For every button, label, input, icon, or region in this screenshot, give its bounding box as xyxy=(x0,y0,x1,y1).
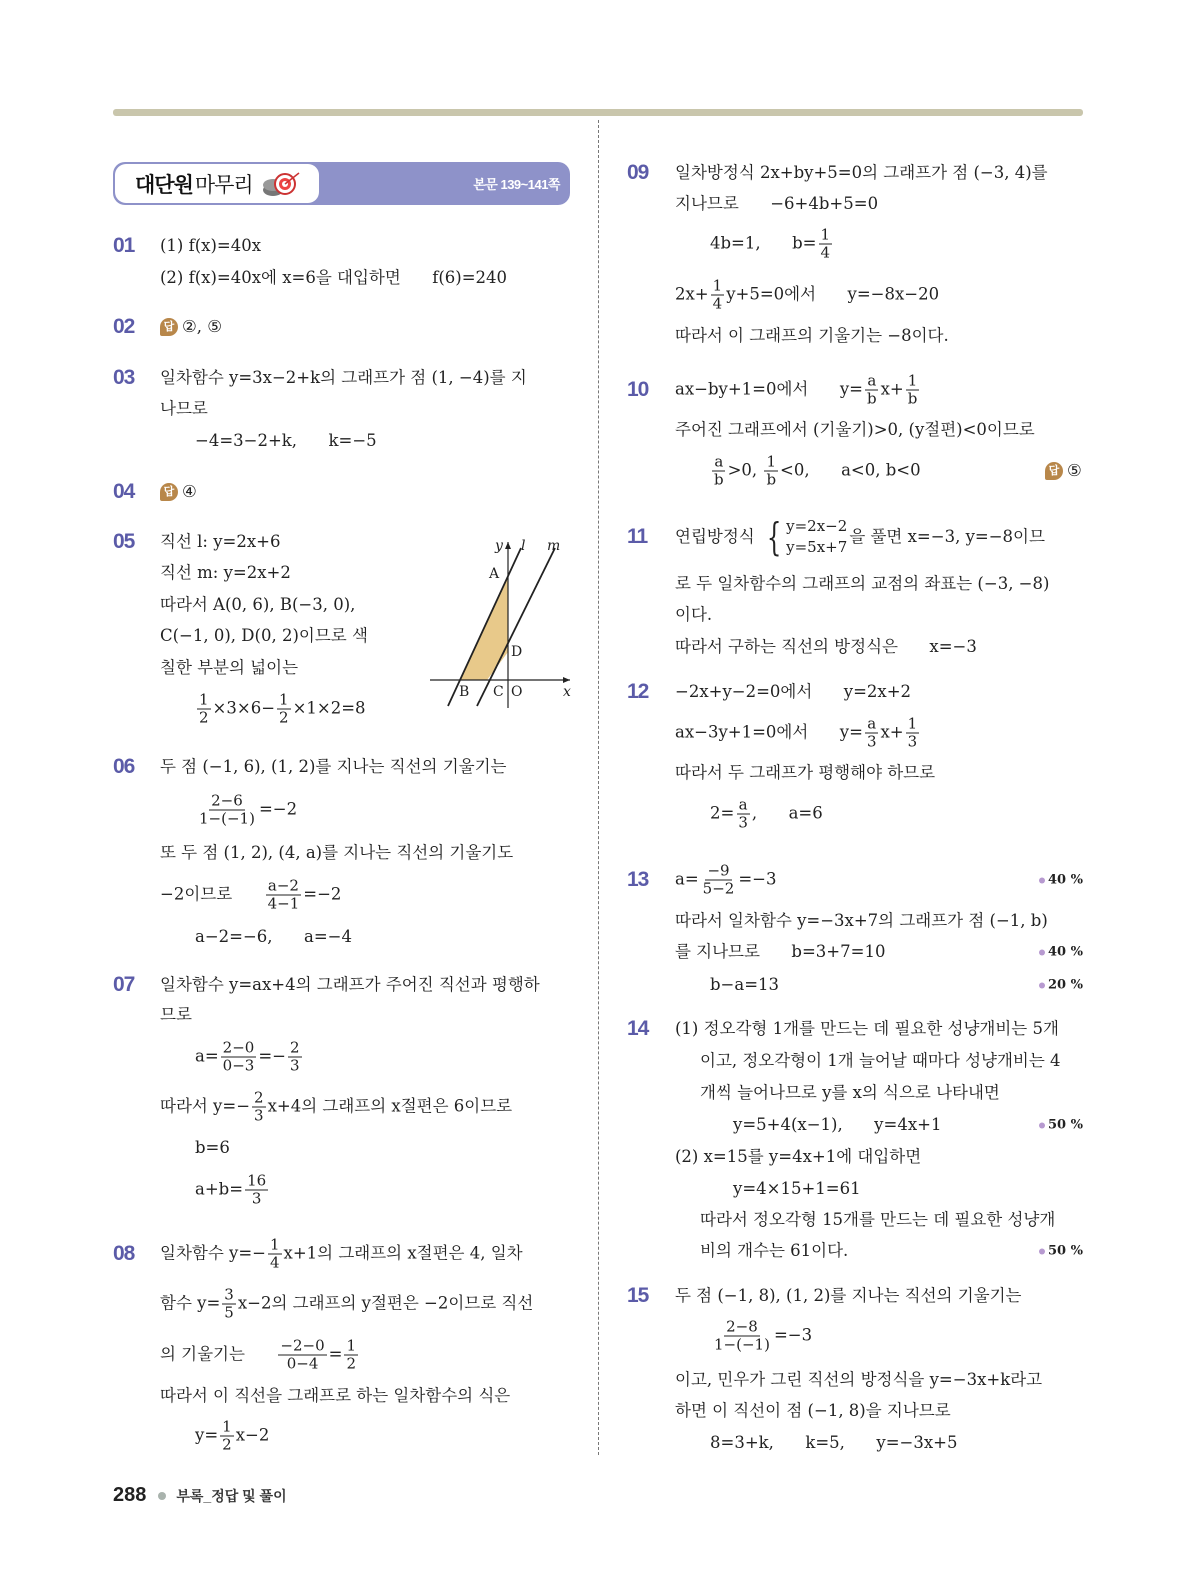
section-title-rest: 마무리 xyxy=(194,173,253,197)
numerator: 1 xyxy=(346,1336,357,1355)
math-text: 의 기울기는 xyxy=(160,1344,277,1364)
solution-line xyxy=(195,1171,270,1208)
fraction xyxy=(220,1417,234,1454)
solution-line xyxy=(733,1114,942,1134)
math-text: b−a=13 xyxy=(710,974,780,994)
numerator: 1 xyxy=(222,1417,232,1436)
numerator: a xyxy=(867,714,877,733)
equation-system xyxy=(762,515,848,559)
math-text: =−2 xyxy=(258,799,298,819)
solution-line xyxy=(675,1285,1022,1305)
math-text: C(−1, 0), D(0, 2)이므로 색 xyxy=(160,625,368,645)
solution-line xyxy=(160,1004,192,1024)
numerator: 1 xyxy=(820,225,831,244)
denominator: 2 xyxy=(222,1435,232,1454)
solution-line xyxy=(675,1400,951,1420)
numerator: 2−0 xyxy=(222,1038,255,1057)
fraction xyxy=(344,1336,358,1373)
math-text: 따라서 일차함수 y=−3x+7의 그래프가 점 (−1, b) xyxy=(675,910,1048,930)
solution-line xyxy=(675,604,713,624)
math-text: y+5=0에서 y=−8x−20 xyxy=(726,284,940,304)
math-text: ②, ⑤ xyxy=(182,316,223,336)
denominator: 3 xyxy=(289,1056,300,1075)
solution-line xyxy=(675,910,1048,930)
math-text: 따라서 이 그래프의 기울기는 −8이다. xyxy=(675,325,949,345)
math-text: 직선 m: y=2x+2 xyxy=(160,562,291,582)
math-text: a= xyxy=(195,1046,219,1066)
solution-line xyxy=(675,861,777,898)
solution-line xyxy=(675,1146,922,1166)
math-text: x+ xyxy=(880,379,904,399)
label-x: x xyxy=(563,684,571,700)
solution-line xyxy=(710,795,823,832)
math-text: 따라서 A(0, 6), B(−3, 0), xyxy=(160,594,356,614)
solution-line xyxy=(160,235,262,255)
problem-number: 01 xyxy=(113,234,135,257)
score-percent: 40 % xyxy=(1048,872,1083,888)
column-divider xyxy=(598,120,599,1455)
fraction xyxy=(268,1235,282,1272)
problem-number: 03 xyxy=(113,366,135,389)
fraction xyxy=(736,795,750,832)
denominator: b xyxy=(714,470,724,489)
solution-line xyxy=(675,193,879,213)
math-text: 일차방정식 2x+by+5=0의 그래프가 점 (−3, 4)를 xyxy=(675,162,1048,182)
score-weight xyxy=(1039,978,1083,993)
fraction xyxy=(906,371,920,408)
fraction xyxy=(819,225,833,262)
denominator: 2 xyxy=(199,708,209,727)
score-percent: 20 % xyxy=(1048,977,1083,993)
line-graph-figure xyxy=(425,530,575,710)
numerator: a xyxy=(714,452,724,471)
numerator: a xyxy=(867,371,877,390)
math-text: 일차함수 y=3x−2+k의 그래프가 점 (1, −4)를 지 xyxy=(160,367,527,387)
label-C: C xyxy=(493,684,504,700)
final-answer xyxy=(1045,462,1082,480)
score-percent: 40 % xyxy=(1048,944,1083,960)
numerator: a−2 xyxy=(267,876,299,895)
math-text: ax−by+1=0에서 y= xyxy=(675,379,863,399)
answer-value: ⑤ xyxy=(1067,460,1082,480)
fraction xyxy=(712,1317,772,1354)
math-text: 따라서 y=− xyxy=(160,1096,251,1116)
math-text: 이고, 민우가 그린 직선의 방정식을 y=−3x+k라고 xyxy=(675,1369,1043,1389)
footer-text: 부록_정답 및 풀이 xyxy=(176,1487,287,1504)
solution-line xyxy=(710,452,921,489)
bullet-dot-icon xyxy=(1039,949,1045,955)
solution-line xyxy=(160,1088,513,1125)
section-header xyxy=(113,162,570,205)
denominator: b xyxy=(907,389,918,408)
math-text: 2x+ xyxy=(675,284,709,304)
page-footer xyxy=(113,1484,287,1507)
equation: y=2x−2 xyxy=(786,517,848,535)
math-text: −2x+y−2=0에서 y=2x+2 xyxy=(675,681,912,701)
answer-badge-icon: 답 xyxy=(160,483,178,501)
numerator: −2−0 xyxy=(280,1336,325,1355)
math-text: >0, xyxy=(727,460,763,480)
math-text: (2) f(x)=40x에 x=6을 대입하면 f(6)=240 xyxy=(160,267,508,287)
bullet-dot-icon xyxy=(1039,1248,1045,1254)
math-text: −4=3−2+k, k=−5 xyxy=(195,430,377,450)
score-weight xyxy=(1039,873,1083,888)
solution-line xyxy=(160,842,514,862)
problem-number: 07 xyxy=(113,973,135,996)
solution-line xyxy=(160,1285,534,1322)
math-text: 을 풀면 x=−3, y=−8이므 xyxy=(849,526,1045,546)
solution-line xyxy=(675,714,921,751)
answer-badge-icon: 답 xyxy=(160,318,178,336)
math-text: x−2의 그래프의 y절편은 −2이므로 직선 xyxy=(237,1293,534,1313)
solution-line xyxy=(675,419,1035,439)
denominator: 2 xyxy=(279,708,289,727)
numerator: 1 xyxy=(766,452,777,471)
math-text: 일차함수 y=ax+4의 그래프가 주어진 직선과 평행하 xyxy=(160,974,540,994)
solution-line xyxy=(700,1209,1056,1229)
solution-line xyxy=(160,483,197,501)
math-text: , a=6 xyxy=(751,803,823,823)
solution-line xyxy=(160,318,222,336)
footer-dot xyxy=(158,1492,166,1500)
math-text: ×3×6− xyxy=(212,698,276,718)
line-l xyxy=(448,548,521,706)
denominator: 3 xyxy=(907,732,918,751)
solution-line xyxy=(710,1317,813,1354)
solution-line xyxy=(160,1336,360,1373)
solution-line xyxy=(160,756,507,776)
numerator: −9 xyxy=(707,861,730,880)
math-text: 또 두 점 (1, 2), (4, a)를 지나는 직선의 기울기도 xyxy=(160,842,514,862)
solution-line xyxy=(160,367,527,387)
numerator: 1 xyxy=(907,714,918,733)
denominator: 4 xyxy=(269,1253,280,1272)
score-weight xyxy=(1039,1244,1083,1259)
solution-line xyxy=(700,1050,1061,1070)
problem-number: 15 xyxy=(627,1284,649,1307)
numerator: 3 xyxy=(224,1285,234,1304)
denominator: 2 xyxy=(346,1354,357,1373)
solution-line xyxy=(675,162,1048,182)
solution-line xyxy=(675,941,886,961)
math-text: 직선 l: y=2x+6 xyxy=(160,531,281,551)
numerator: 1 xyxy=(199,690,209,709)
label-A: A xyxy=(489,566,500,582)
solution-line xyxy=(160,876,342,913)
fraction xyxy=(764,452,778,489)
math-text: 함수 y= xyxy=(160,1293,221,1313)
numerator: 1 xyxy=(279,690,289,709)
denominator: 1−(−1) xyxy=(714,1335,770,1354)
solution-line xyxy=(160,398,208,418)
math-text: <0, a<0, b<0 xyxy=(780,460,921,480)
math-text: y= xyxy=(195,1425,219,1445)
solution-line xyxy=(160,267,508,287)
math-text: (1) 정오각형 1개를 만드는 데 필요한 성냥개비는 5개 xyxy=(675,1018,1059,1038)
solution-line xyxy=(160,594,356,614)
problem-number: 14 xyxy=(627,1017,649,1040)
fraction xyxy=(278,1336,326,1373)
fraction xyxy=(266,876,302,913)
solution-line xyxy=(195,1137,230,1157)
solution-line xyxy=(195,1038,304,1075)
solution-line xyxy=(710,974,780,994)
solution-line xyxy=(733,1178,861,1198)
math-text: 4b=1, b= xyxy=(710,233,817,253)
fraction xyxy=(245,1171,268,1208)
solution-line xyxy=(160,657,299,677)
denominator: 5 xyxy=(224,1303,234,1322)
math-text: 일차함수 y=− xyxy=(160,1243,266,1263)
math-text: = xyxy=(328,1344,343,1364)
brace-icon: { xyxy=(766,515,782,559)
fraction xyxy=(252,1088,266,1125)
section-title xyxy=(115,164,319,203)
solution-line xyxy=(195,430,377,450)
problem-number: 12 xyxy=(627,680,649,703)
bullet-dot-icon xyxy=(1039,982,1045,988)
math-text: (2) x=15를 y=4x+1에 대입하면 xyxy=(675,1146,922,1166)
math-text: 나므로 xyxy=(160,398,208,418)
math-text: =−2 xyxy=(303,884,342,904)
bullet-dot-icon xyxy=(1039,877,1045,883)
math-text: a−2=−6, a=−4 xyxy=(195,926,353,946)
page-reference: 본문 139~141쪽 xyxy=(473,177,560,192)
solution-line xyxy=(675,1369,1043,1389)
denominator: 3 xyxy=(738,813,748,832)
fraction xyxy=(197,791,257,828)
solution-line xyxy=(675,515,1045,559)
numerator: 1 xyxy=(907,371,918,390)
score-percent: 50 % xyxy=(1048,1117,1083,1133)
math-text: b=6 xyxy=(195,1137,230,1157)
math-text: =−3 xyxy=(773,1325,813,1345)
solution-line xyxy=(195,791,298,828)
answer-badge-icon: 답 xyxy=(1045,462,1063,480)
numerator: 2−6 xyxy=(211,791,243,810)
math-text: 따라서 이 직선을 그래프로 하는 일차함수의 식은 xyxy=(160,1385,511,1405)
problem-number: 02 xyxy=(113,315,135,338)
denominator: 0−4 xyxy=(286,1354,319,1373)
score-percent: 50 % xyxy=(1048,1243,1083,1259)
problem-number: 04 xyxy=(113,480,135,503)
math-text: ×1×2=8 xyxy=(292,698,366,718)
fraction xyxy=(711,276,725,313)
solution-line xyxy=(675,636,977,656)
target-icon xyxy=(261,170,301,198)
problem-number: 10 xyxy=(627,378,649,401)
problem-number: 08 xyxy=(113,1242,135,1265)
label-O: O xyxy=(511,684,523,700)
math-text: x+4의 그래프의 x절편은 6이므로 xyxy=(267,1096,513,1116)
label-m: m xyxy=(547,538,561,554)
math-text: −2이므로 xyxy=(160,884,264,904)
solution-line xyxy=(160,531,281,551)
math-text: =−3 xyxy=(738,869,777,889)
fraction xyxy=(222,1285,236,1322)
bullet-dot-icon xyxy=(1039,1122,1045,1128)
denominator: b xyxy=(867,389,877,408)
math-text: 따라서 정오각형 15개를 만드는 데 필요한 성냥개 xyxy=(700,1209,1056,1229)
math-text: 8=3+k, k=5, y=−3x+5 xyxy=(710,1432,958,1452)
denominator: 0−3 xyxy=(222,1056,255,1075)
solution-line xyxy=(675,325,949,345)
problem-number: 09 xyxy=(627,161,649,184)
math-text: x−2 xyxy=(235,1425,270,1445)
solution-line xyxy=(710,1432,958,1452)
denominator: b xyxy=(766,470,777,489)
problem-number: 05 xyxy=(113,530,135,553)
problem-number: 13 xyxy=(627,868,649,891)
math-text: ax−3y+1=0에서 y= xyxy=(675,722,863,742)
denominator: 3 xyxy=(254,1106,264,1125)
solution-line xyxy=(675,1018,1059,1038)
page-number: 288 xyxy=(113,1484,147,1506)
math-text: 따라서 구하는 직선의 방정식은 x=−3 xyxy=(675,636,977,656)
math-text: 주어진 그래프에서 (기울기)>0, (y절편)<0이므로 xyxy=(675,419,1035,439)
problem-number: 11 xyxy=(627,525,648,548)
denominator: 4 xyxy=(712,294,723,313)
problem-number: 06 xyxy=(113,755,135,778)
solution-line xyxy=(160,1385,511,1405)
math-text: (1) f(x)=40x xyxy=(160,235,262,255)
section-title-bold: 대단원 xyxy=(135,173,193,197)
math-text: ④ xyxy=(182,481,197,501)
math-text: 연립방정식 xyxy=(675,526,760,546)
numerator: 1 xyxy=(269,1235,280,1254)
math-text: 두 점 (−1, 8), (1, 2)를 지나는 직선의 기울기는 xyxy=(675,1285,1022,1305)
fraction xyxy=(906,714,920,751)
solution-line xyxy=(675,573,1050,593)
solution-line xyxy=(160,974,540,994)
numerator: a xyxy=(738,795,748,814)
fraction xyxy=(712,452,726,489)
label-D: D xyxy=(511,644,523,660)
numerator: 2 xyxy=(254,1088,264,1107)
denominator: 3 xyxy=(866,732,877,751)
solution-line xyxy=(710,225,834,262)
math-text: 를 지나므로 b=3+7=10 xyxy=(675,941,886,961)
denominator: 4 xyxy=(820,243,831,262)
solution-line xyxy=(195,690,366,727)
math-text: y=4×15+1=61 xyxy=(733,1178,861,1198)
label-B: B xyxy=(459,684,470,700)
solution-line xyxy=(675,681,912,701)
solution-line xyxy=(700,1082,1000,1102)
solution-line xyxy=(675,276,940,313)
numerator: 2−8 xyxy=(726,1317,758,1336)
fraction xyxy=(865,714,879,751)
fraction xyxy=(701,861,737,898)
math-text: 두 점 (−1, 6), (1, 2)를 지나는 직선의 기울기는 xyxy=(160,756,507,776)
equation: y=5x+7 xyxy=(786,538,848,556)
equation-rows xyxy=(786,519,847,555)
denominator: 4−1 xyxy=(267,894,300,913)
fraction xyxy=(288,1038,302,1075)
math-text: 므로 xyxy=(160,1004,192,1024)
solution-line xyxy=(700,1240,849,1260)
fraction xyxy=(197,690,211,727)
denominator: 5−2 xyxy=(702,879,735,898)
solution-line xyxy=(195,926,353,946)
math-text: 칠한 부분의 넓이는 xyxy=(160,657,299,677)
y-axis-arrow xyxy=(505,542,511,549)
solution-line xyxy=(195,1417,270,1454)
math-text: =− xyxy=(258,1046,286,1066)
numerator: 1 xyxy=(712,276,723,295)
numerator: 16 xyxy=(247,1171,267,1190)
math-text: 2= xyxy=(710,803,735,823)
math-text: 지나므로 −6+4b+5=0 xyxy=(675,193,879,213)
score-weight xyxy=(1039,945,1083,960)
numerator: 2 xyxy=(289,1038,300,1057)
fraction xyxy=(865,371,879,408)
math-text: a= xyxy=(675,869,699,889)
score-weight xyxy=(1039,1118,1083,1133)
math-text: 하면 이 직선이 점 (−1, 8)을 지나므로 xyxy=(675,1400,951,1420)
top-rule xyxy=(113,109,1083,116)
label-y: y xyxy=(495,538,503,554)
label-l: l xyxy=(521,538,526,554)
solution-line xyxy=(160,1235,523,1272)
solution-line xyxy=(160,562,291,582)
fraction xyxy=(277,690,291,727)
math-text: x+1의 그래프의 x절편은 4, 일차 xyxy=(283,1243,523,1263)
math-text: 따라서 두 그래프가 평행해야 하므로 xyxy=(675,762,936,782)
math-text: a+b= xyxy=(195,1179,244,1199)
solution-line xyxy=(160,625,368,645)
denominator: 3 xyxy=(251,1189,262,1208)
math-text: y=5+4(x−1), y=4x+1 xyxy=(733,1114,942,1134)
math-text: 비의 개수는 61이다. xyxy=(700,1240,849,1260)
math-text: 이다. xyxy=(675,604,713,624)
x-axis-arrow xyxy=(563,677,570,683)
fraction xyxy=(221,1038,257,1075)
math-text: 로 두 일차함수의 그래프의 교점의 좌표는 (−3, −8) xyxy=(675,573,1050,593)
math-text: 개씩 늘어나므로 y를 x의 식으로 나타내면 xyxy=(700,1082,1000,1102)
solution-line xyxy=(675,371,921,408)
solution-line xyxy=(675,762,936,782)
denominator: 1−(−1) xyxy=(199,809,255,828)
math-text: 이고, 정오각형이 1개 늘어날 때마다 성냥개비는 4 xyxy=(700,1050,1061,1070)
math-text: x+ xyxy=(880,722,904,742)
